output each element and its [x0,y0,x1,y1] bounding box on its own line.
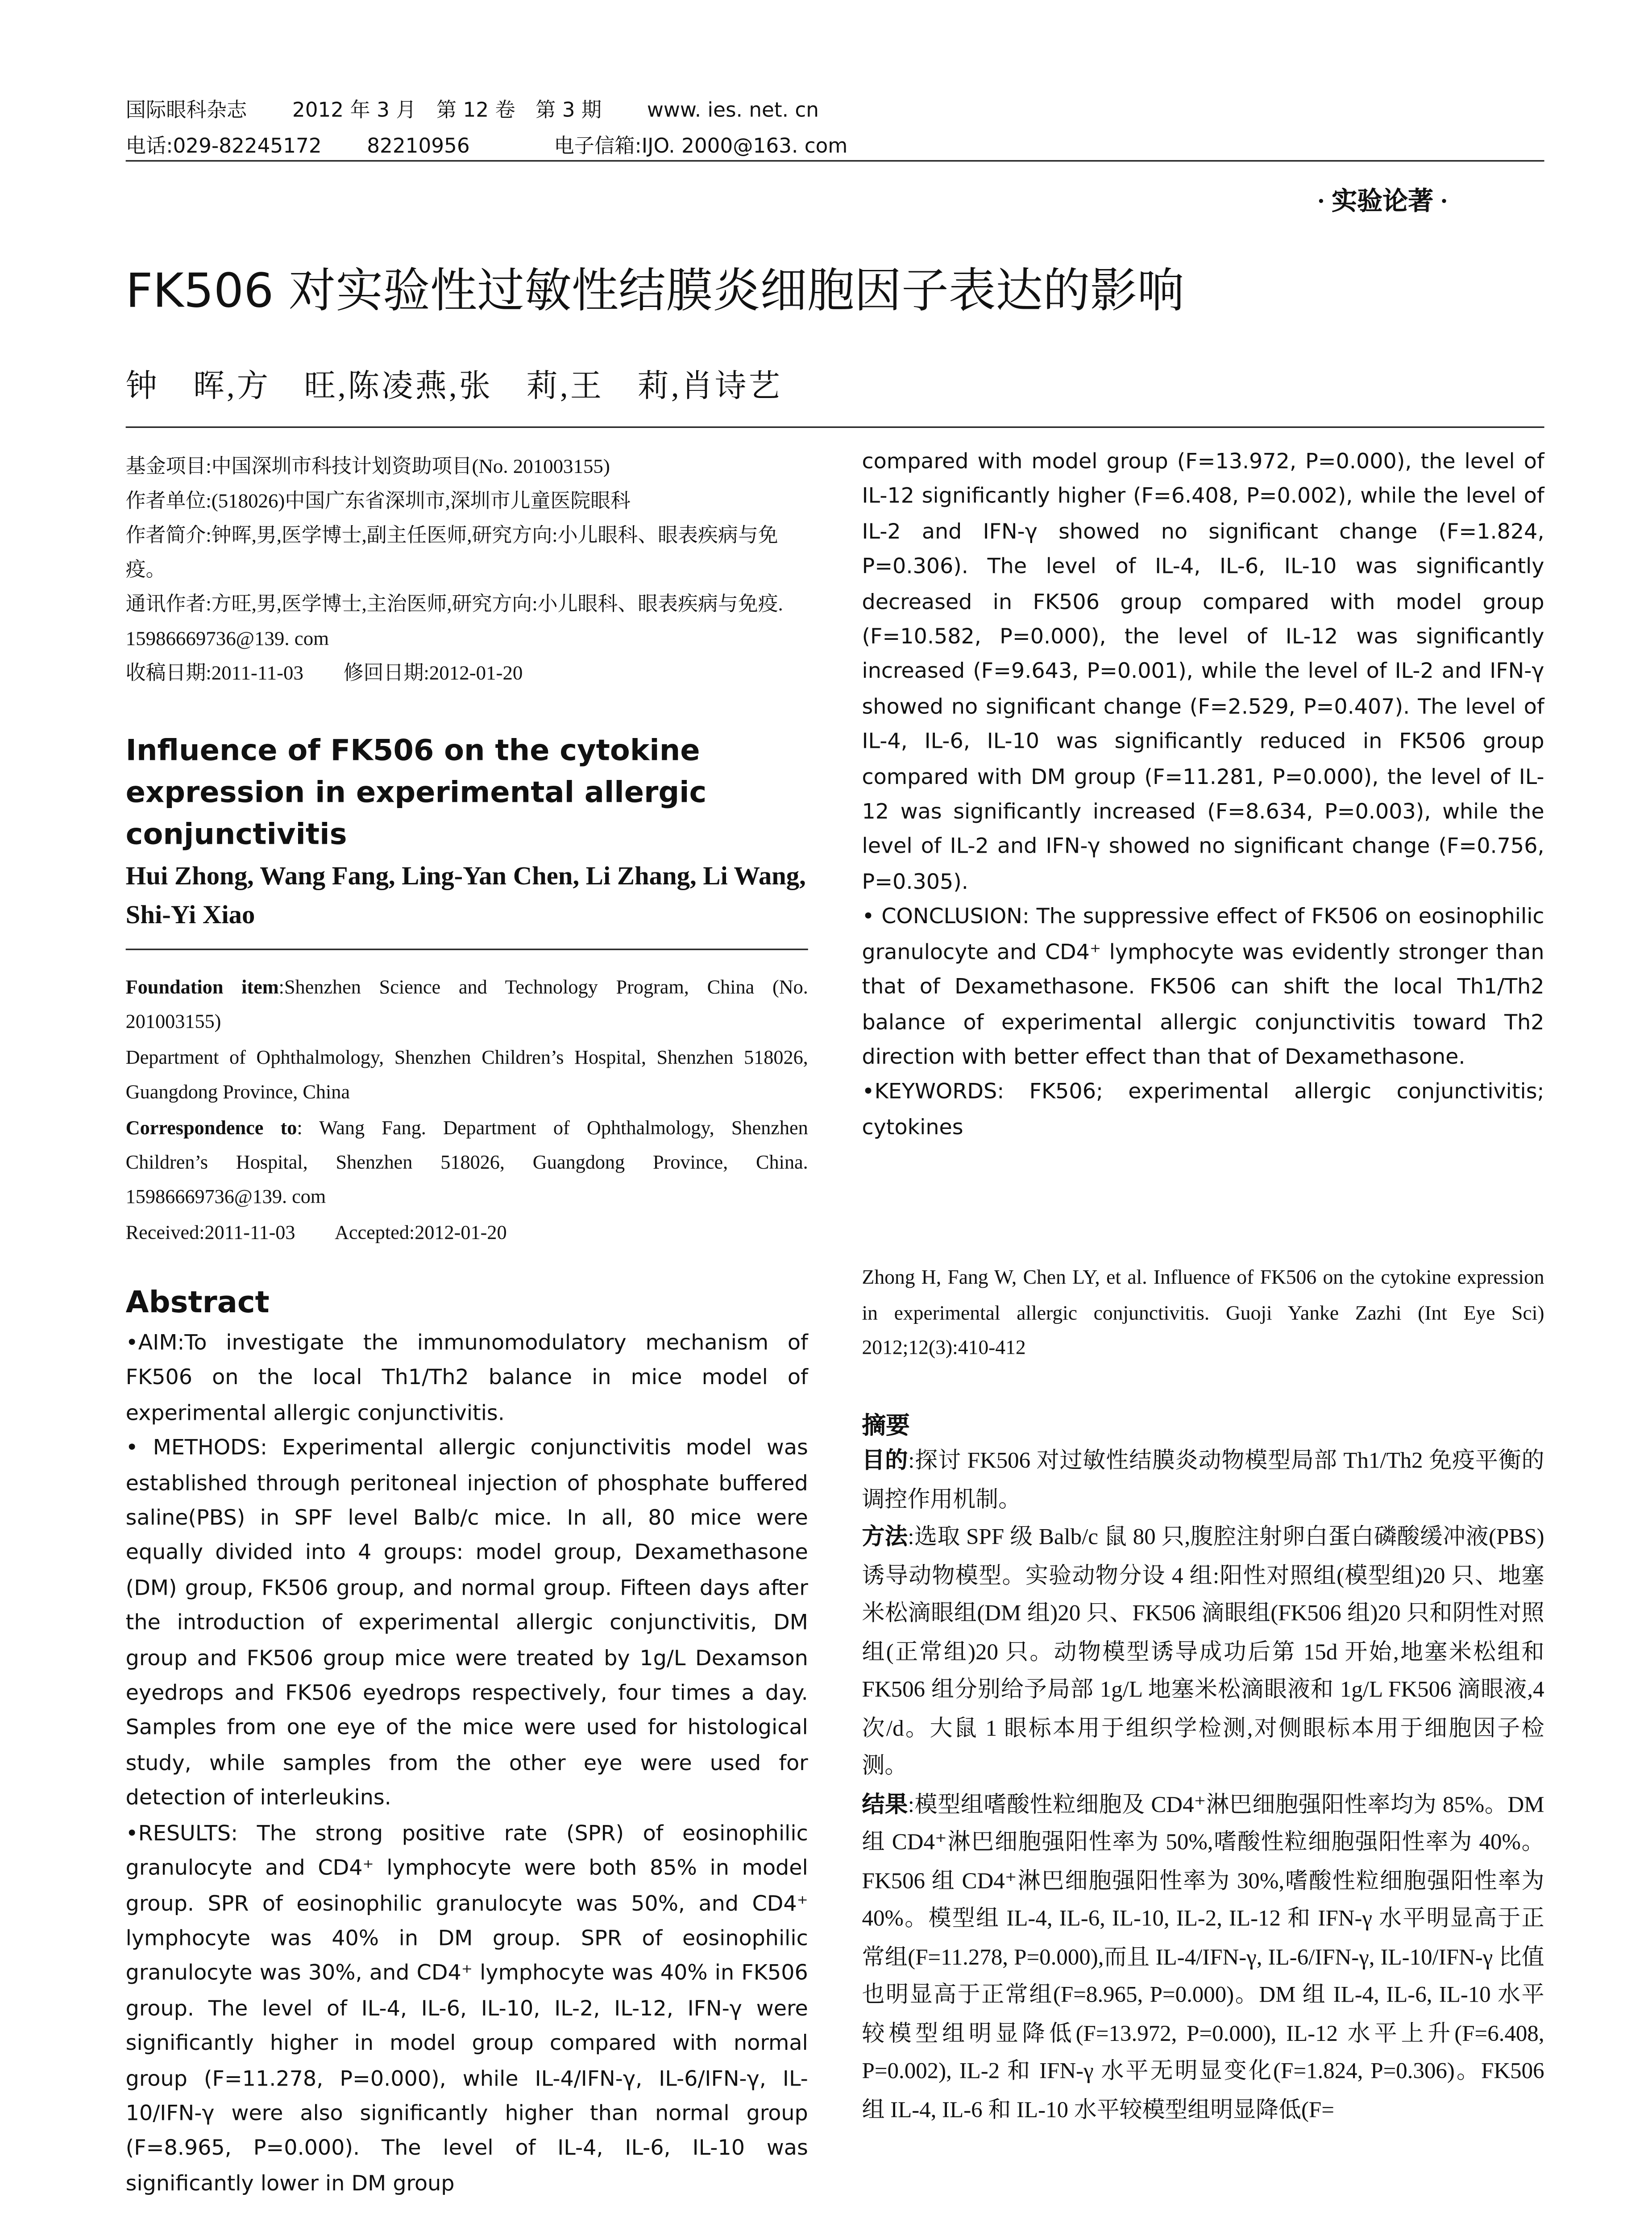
journal-name: 国际眼科杂志 [125,99,247,123]
zh-abstract-results: 结果:模型组嗜酸性粒细胞及 CD4⁺淋巴细胞强阳性率均为 85%。DM 组 CD4⁺淋巴细胞强阳性率为 50%,嗜酸性粒细胞强阳性率为 40%。FK506 组 CD4⁺淋巴细胞强阳性率为 30%,嗜酸性粒细胞强阳性率为 40%。模型组 IL-4, IL-6, IL-10, IL-2, IL-12 和 IFN-γ 水平明显高于正常组(F=11.278, P=0.000),而且 IL-4/IFN-γ, IL-6/IFN-γ, IL-10/IFN-γ 比值也明显高于正常组(F=8.965, P=0.000)。DM 组 IL-4, IL-6, IL-10 水平较模型组明显降低(F=13.972, P=0.000), IL-12 水平上升(F=6.408, P=0.002), IL-2 和 IFN-γ 水平无明显变化(F=1.824, P=0.306)。FK506 组 IL-4, IL-6 和 IL-10 水平较模型组明显降低(F= [862,1791,1544,2123]
dates-zh: 收稿日期:2011-11-03 修回日期:2012-01-20 [125,661,523,684]
abstract-conclusion: • CONCLUSION: The suppressive effect of FK506 on eosinophilic granulocyte and CD4⁺ lymphocyte was evidently stronger than that of Dexamethasone. FK506 can shift the local Th1/Th2 balance of experimental allergic conjunctivitis toward Th2 direction with better effect than that of Dexamethasone. [862,905,1544,1070]
journal-header-line1 [126,93,858,123]
correspondence-zh: 通讯作者:方旺,男,医学博士,主治医师,研究方向:小儿眼科、眼表疾病与免疫. 15986669736@139. com [125,592,783,650]
author-bio-zh: 作者简介:钟晖,男,医学博士,副主任医师,研究方向:小儿眼科、眼表疾病与免疫。 [125,523,778,581]
zh-abstract-methods: 方法:选取 SPF 级 Balb/c 鼠 80 只,腹腔注射卵白蛋白磷酸缓冲液(PBS)诱导动物模型。实验动物分设 4 组:阳性对照组(模型组)20 只、地塞米松滴眼组(DM 组)20 只、FK506 滴眼组(FK506 组)20 只和阴性对照组(正常组)20 只。动物模型诱导成功后第 15d 开始,地塞米松组和 FK506 组分别给予局部 1g/L 地塞米松滴眼液和 1g/L FK506 滴眼液,4 次/d。大鼠 1 眼标本用于组织学检测,对侧眼标本用于细胞因子检测。 [862,1525,1544,1779]
journal-header-line2 [126,129,887,158]
author-unit-zh: 作者单位:(518026)中国广东省深圳市,深圳市儿童医院眼科 [125,489,631,512]
citation: Zhong H, Fang W, Chen LY, et al. Influence of FK506 on the cytokine expression in experimental allergic conjunctivitis. Guoji Yanke Zazhi (Int Eye Sci) 2012;12(3):410-412 [862,1265,1544,1359]
header-rule [126,160,1544,162]
foundation-en-label: Foundation item [125,975,279,998]
chinese-info-block [126,449,808,690]
journal-phone-2: 82210956 [367,134,470,159]
correspondence-en-label: Correspondence to [125,1116,297,1138]
english-title: Influence of FK506 on the cytokine expression in experimental allergic conjunctivitis [125,733,707,852]
title-rule [126,427,1544,428]
abstract-aim: •AIM:To investigate the immunomodulatory mechanism of FK506 on the local Th1/Th2 balance in mice model of experimental allergic conjunctivitis. [125,1331,808,1426]
zh-abstract-body [862,1443,1544,2129]
journal-email[interactable]: 电子信箱:IJO. 2000@163. com [554,134,848,159]
authors-zh: 钟 晖,方 旺,陈凌燕,张 莉,王 莉,肖诗艺 [125,368,782,404]
zh-abstract-heading: 摘要 [862,1411,910,1439]
dates-en: Received:2011-11-03 Accepted:2012-01-20 [125,1220,507,1244]
abstract-results-continued: compared with model group (F=13.972, P=0.000), the level of IL-12 significantly higher (F=6.408, P=0.002), while the level of IL-2 and IFN-γ showed no significant change (F=1.824, P=0.306). The level of IL-4, IL-6, IL-10 was significantly decreased in FK506 group compared with model group (F=10.582, P=0.000), the level of IL-12 was significantly increased (F=9.643, P=0.001), while the level of IL-2 and IFN-γ showed no significant change (F=2.529, P=0.407). The level of IL-4, IL-6, IL-10 was significantly reduced in FK506 group compared with DM group (F=11.281, P=0.000), the level of IL-12 was significantly increased (F=8.634, P=0.003), while the level of IL-2 and IFN-γ showed no significant change (F=0.756, P=0.305). [862,450,1544,895]
abstract-keywords: •KEYWORDS: FK506; experimental allergic conjunctivitis; cytokines [862,1081,1544,1140]
page-title: FK506 对实验性过敏性结膜炎细胞因子表达的影响 [125,265,1184,319]
journal-phone: 电话:029-82245172 [125,134,322,159]
abstract-results: •RESULTS: The strong positive rate (SPR) of eosinophilic granulocyte and CD4⁺ lymphocyte were both 85% in model group. SPR of eosinophilic granulocyte was 50%, and CD4⁺ lymphocyte was 40% in DM group. SPR of eosinophilic granulocyte was 30%, and CD4⁺ lymphocyte was 40% in FK506 group. The level of IL-4, IL-6, IL-10, IL-2, IL-12, IFN-γ were significantly higher in model group compared with normal group (F=11.278, P=0.000), while IL-4/IFN-γ, IL-6/IFN-γ, IL-10/IFN-γ were also significantly higher than normal group (F=8.965, P=0.000). The level of IL-4, IL-6, IL-10 was significantly lower in DM group [125,1822,808,2196]
journal-url[interactable]: www. ies. net. cn [647,99,819,123]
english-authors: Hui Zhong, Wang Fang, Ling-Yan Chen, Li Zhang, Li Wang, Shi-Yi Xiao [125,860,806,929]
correspondence-en: Correspondence to: Wang Fang. Department of Ophthalmology, Shenzhen Children’s Hospital, Shenzhen 518026, Guangdong Province, China. 15986669736@139. com [125,1116,808,1208]
abstract-heading: Abstract [125,1284,270,1320]
abstract-right [862,446,1544,1146]
department-en: Department of Ophthalmology, Shenzhen Children’s Hospital, Shenzhen 518026, Guangdong Province, China [125,1045,808,1103]
abstract-left [126,1327,808,2202]
authors-rule [126,949,808,950]
zh-abstract-aim: 目的:探讨 FK506 对过敏性结膜炎动物模型局部 Th1/Th2 免疫平衡的调控作用机制。 [862,1448,1544,1512]
english-info-block [126,970,808,1250]
section-label: · 实验论著 · [1316,187,1449,216]
abstract-methods: • METHODS: Experimental allergic conjunctivitis model was established through peritoneal injection of phosphate buffered saline(PBS) in SPF level Balb/c mice. In all, 80 mice were equally divided into 4 groups: model group, Dexamethasone (DM) group, FK506 group, and normal group. Fifteen days after the introduction of experimental allergic conjunctivitis, DM group and FK506 group mice were treated by 1g/L Dexamson eyedrops and FK506 eyedrops respectively, four times a day. Samples from one eye of the mice were used for histological study, while samples from the other eye were used for detection of interleukins. [125,1436,808,1811]
foundation-zh: 基金项目:中国深圳市科技计划资助项目(No. 201003155) [125,455,610,477]
foundation-en: Foundation item:Shenzhen Science and Technology Program, China (No. 201003155) [125,975,808,1033]
journal-issue: 2012 年 3 月 第 12 卷 第 3 期 [292,99,602,123]
